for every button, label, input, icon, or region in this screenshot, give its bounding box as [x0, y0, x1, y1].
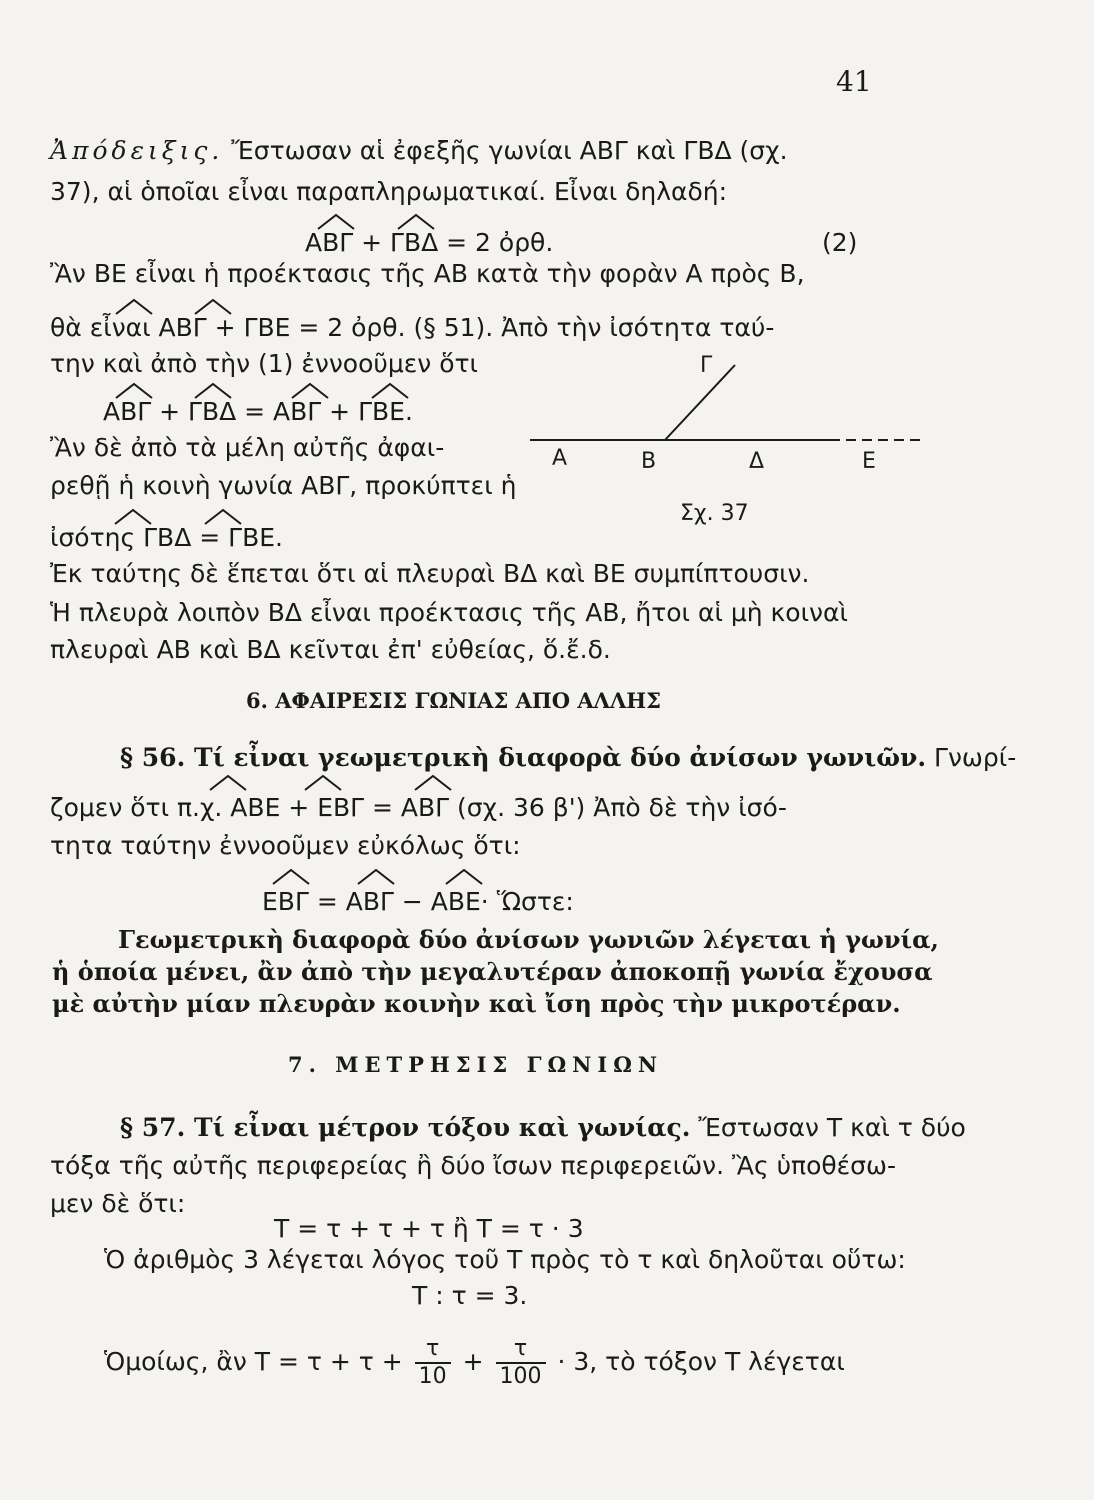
fraction-hundredths [496, 1336, 546, 1390]
fraction-tenths-denominator: 10 [418, 1364, 447, 1389]
proof-line-2: 37), αἱ ὁποῖαι εἶναι παραπληρωματικαί. Εἶναι δηλαδή: [50, 177, 728, 206]
section-7-plus: + [462, 1347, 484, 1376]
section-7-line-3: μεν δὲ ὅτι: [50, 1189, 186, 1218]
definition-line-2: ἡ ὁποία μένει, ἂν ἀπὸ τὴν μεγαλυτέραν ἀποκοπῇ γωνία ἔχουσα [52, 957, 933, 986]
section-6-equation [262, 886, 574, 918]
page-number: 41 [836, 65, 872, 98]
section-7-paragraph-title: § 57. Τί εἶναι μέτρον τόξου καὶ γωνίας. [120, 1113, 691, 1142]
proof-line-7: ρεθῇ ἡ κοινὴ γωνία ΑΒΓ, προκύπτει ἡ [50, 471, 517, 500]
section-6-line-3: τητα ταύτην ἐννοοῦμεν εὐκόλως ὅτι: [50, 831, 521, 860]
proof-line-10: Ἡ πλευρὰ λοιπὸν ΒΔ εἶναι προέκτασις τῆς ΑΒ, ἤτοι αἱ μὴ κοιναὶ [50, 598, 848, 627]
figure-label-g: Γ [700, 353, 713, 378]
section-7-line-4: Ὁ ἀριθμὸς 3 λέγεται λόγος τοῦ Τ πρὸς τὸ τ καὶ δηλοῦται οὕτω: [104, 1245, 906, 1274]
section-6-eq-expr: ΕΒΓ = ΑΒΓ − ΑΒΕ· [262, 887, 489, 916]
figure-label-b: Β [641, 449, 657, 474]
proof-line-11: πλευραὶ ΑΒ καὶ ΒΔ κεῖνται ἐπ' εὐθείας, ὅ.ἔ.δ. [50, 635, 611, 664]
section-7-line-2: τόξα τῆς αὐτῆς περιφερείας ἢ δύο ἴσων περιφερειῶν. Ἂς ὑποθέσω- [50, 1151, 896, 1180]
figure-label-d: Δ [749, 449, 765, 474]
fraction-hundredths-numerator: τ [496, 1336, 546, 1364]
figure-caption: Σχ. 37 [680, 501, 749, 526]
proof-line-6: Ἂν δὲ ἀπὸ τὰ μέλη αὐτῆς ἀφαι- [50, 433, 445, 462]
proof-label: Ἀπόδειξις. [50, 136, 224, 165]
definition-line-3: μὲ αὐτὴν μίαν πλευρὰν κοινὴν καὶ ἴση πρὸς τὴν μικροτέραν. [52, 989, 901, 1018]
figure-label-a: Α [552, 446, 568, 471]
section-7-line-5 [104, 1336, 845, 1390]
section-6-eq-tail: Ὥστε: [496, 887, 574, 916]
proof-line-8: ἰσότης ΓΒΔ = ΓΒΕ. [50, 523, 283, 552]
equation-2: ΑΒΓ + ΓΒΔ = 2 ὀρθ. [305, 228, 554, 257]
fraction-tenths-numerator: τ [415, 1336, 451, 1364]
figure-37 [520, 350, 940, 490]
proof-line-3: Ἂν ΒΕ εἶναι ἡ προέκτασις τῆς ΑΒ κατὰ τὴν φορὰν Α πρὸς Β, [50, 259, 805, 288]
section-6-text-1: Γνωρί- [934, 743, 1017, 772]
equation-2-number: (2) [822, 228, 858, 257]
fraction-hundredths-denominator: 100 [499, 1364, 542, 1389]
section-6-paragraph-title: § 56. Τί εἶναι γεωμετρικὴ διαφορὰ δύο ἀνίσων γωνιῶν. [120, 743, 927, 772]
proof-line-1 [50, 135, 788, 167]
section-7-equation-2: Τ : τ = 3. [412, 1281, 528, 1310]
section-7-para-line-1 [120, 1112, 966, 1144]
definition-line-1: Γεωμετρικὴ διαφορὰ δύο ἀνίσων γωνιῶν λέγεται ἡ γωνία, [118, 925, 939, 954]
section-7-text-1: Ἔστωσαν Τ καὶ τ δύο [698, 1113, 966, 1142]
proof-text-1: Ἔστωσαν αἱ ἐφεξῆς γωνίαι ΑΒΓ καὶ ΓΒΔ (σχ. [231, 136, 788, 165]
proof-line-5: την καὶ ἀπὸ τὴν (1) ἐννοοῦμεν ὅτι [50, 349, 479, 378]
proof-line-9: Ἐκ ταύτης δὲ ἕπεται ὅτι αἱ πλευραὶ ΒΔ καὶ ΒΕ συμπίπτουσιν. [50, 559, 810, 588]
section-6-para-line-1 [120, 742, 1016, 774]
section-6-heading: 6. ΑΦΑΙΡΕΣΙΣ ΓΩΝΙΑΣ ΑΠΟ ΑΛΛΗΣ [246, 688, 661, 713]
equation-3: ΑΒΓ + ΓΒΔ = ΑΒΓ + ΓΒΕ. [103, 397, 413, 426]
fraction-tenths [415, 1336, 451, 1390]
figure-label-e: Ε [862, 449, 876, 474]
section-7-equation-1: Τ = τ + τ + τ ἢ Τ = τ · 3 [274, 1214, 584, 1243]
proof-line-4: θὰ εἶναι ΑΒΓ + ΓΒΕ = 2 ὀρθ. (§ 51). Ἀπὸ τὴν ἰσότητα ταύ- [50, 313, 775, 342]
section-7-line-5-start: Ὁμοίως, ἂν Τ = τ + τ + [104, 1347, 403, 1376]
section-7-heading: 7. ΜΕΤΡΗΣΙΣ ΓΩΝΙΩΝ [288, 1052, 664, 1077]
section-7-line-5-end: · 3, τὸ τόξον Τ λέγεται [557, 1347, 845, 1376]
section-6-line-2: ζομεν ὅτι π.χ. ΑΒΕ + ΕΒΓ = ΑΒΓ (σχ. 36 β') Ἀπὸ δὲ τὴν ἰσό- [50, 793, 787, 822]
